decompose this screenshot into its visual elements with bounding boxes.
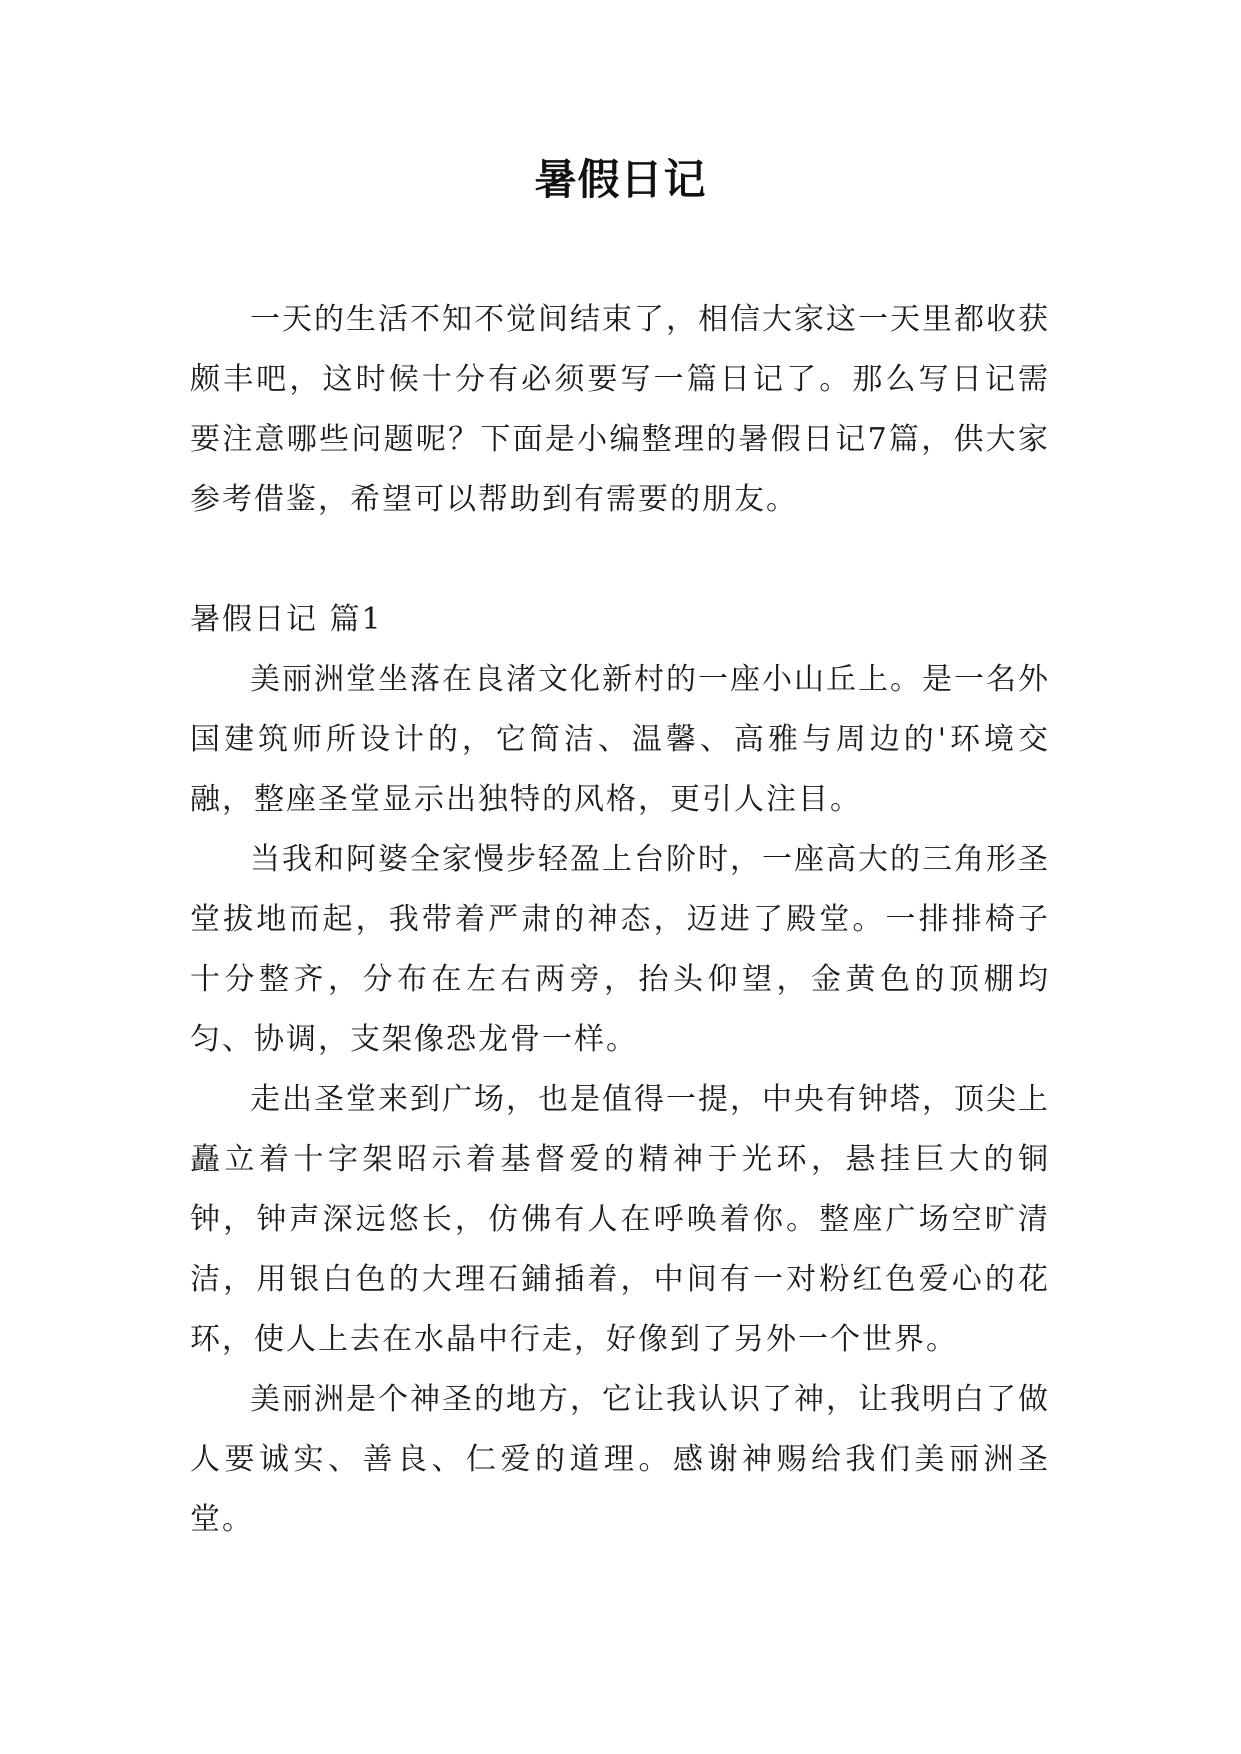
body-paragraph-1: 美丽洲堂坐落在良渚文化新村的一座小山丘上。是一名外国建筑师所设计的，它简洁、温馨、高雅与周边的'环境交融，整座圣堂显示出独特的风格，更引人注目。 [190, 662, 1050, 817]
body-paragraph-3: 走出圣堂来到广场，也是值得一提，中央有钟塔，顶尖上矗立着十字架昭示着基督爱的精神于光环，悬挂巨大的铜钟，钟声深远悠长，仿佛有人在呼唤着你。整座广场空旷清洁，用银白色的大理石鋪插着，中间有一对粉红色爱心的花环，使人上去在水晶中行走，好像到了另外一个世界。 [190, 1082, 1050, 1357]
body-paragraph-2: 当我和阿婆全家慢步轻盈上台阶时，一座高大的三角形圣堂拔地而起，我带着严肃的神态，迈进了殿堂。一排排椅子十分整齐，分布在左右两旁，抬头仰望，金黄色的顶棚均匀、协调，支架像恐龙骨一样。 [190, 842, 1050, 1057]
document-title: 暑假日记 [534, 155, 707, 204]
intro-paragraph: 一天的生活不知不觉间结束了，相信大家这一天里都收获颇丰吧，这时候十分有必须要写一篇日记了。那么写日记需要注意哪些问题呢？下面是小编整理的暑假日记7篇，供大家参考借鉴，希望可以帮助到有需要的朋友。 [190, 302, 1050, 517]
body-paragraph-4: 美丽洲是个神圣的地方，它让我认识了神，让我明白了做人要诚实、善良、仁爱的道理。感谢神赐给我们美丽洲圣堂。 [190, 1382, 1050, 1537]
document-body [190, 290, 1050, 1550]
section-heading: 暑假日记 篇1 [190, 602, 383, 637]
